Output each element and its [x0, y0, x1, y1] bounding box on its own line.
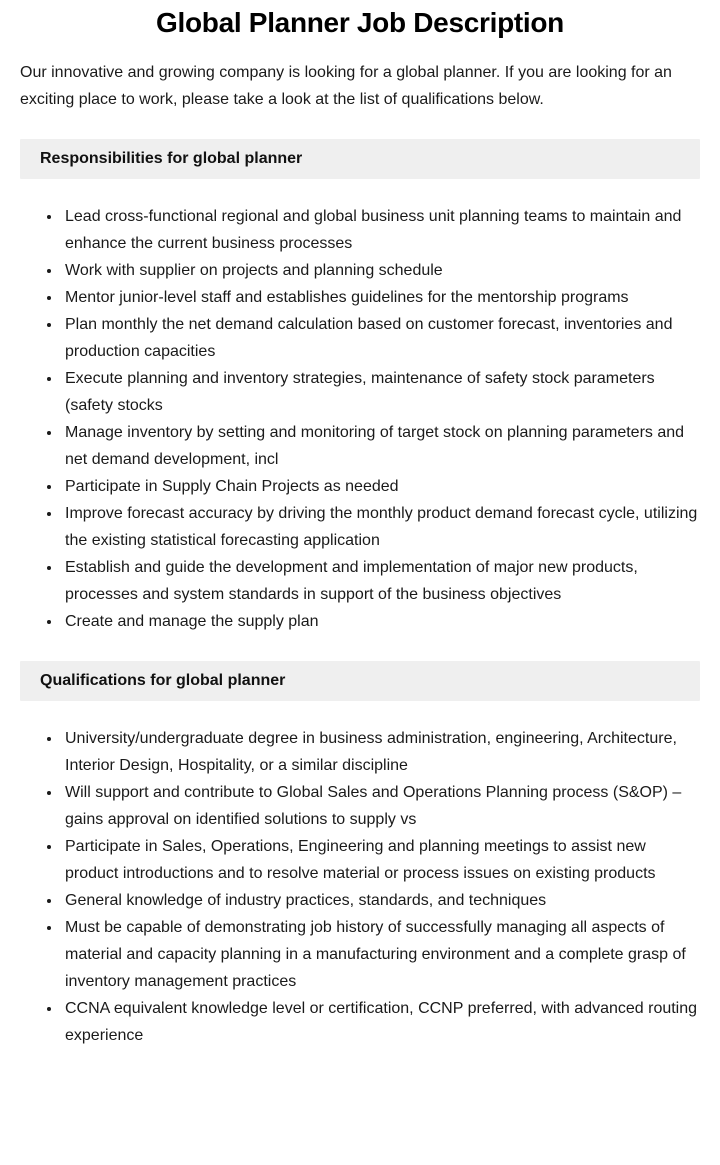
list-item: • Mentor junior-level staff and establishes guidelines for the mentorship programs: [62, 284, 700, 311]
list-item: • Must be capable of demonstrating job history of successfully managing all aspects of material and capacity planning in a manufacturing environment and a complete grasp of inventory management practices: [62, 914, 700, 995]
qualifications-heading: Qualifications for global planner: [40, 672, 286, 689]
responsibilities-heading: Responsibilities for global planner: [40, 150, 303, 167]
list-item: • Plan monthly the net demand calculation based on customer forecast, inventories and production capacities: [62, 311, 700, 365]
page-title: Global Planner Job Description: [156, 7, 564, 38]
list-item: • Improve forecast accuracy by driving the monthly product demand forecast cycle, utilizing the existing statistical forecasting application: [62, 500, 700, 554]
list-item: • Create and manage the supply plan: [62, 608, 700, 635]
qualifications-section-bar: [20, 661, 700, 701]
list-item: • Participate in Supply Chain Projects as needed: [62, 473, 700, 500]
responsibilities-list: [20, 203, 700, 635]
list-item: • Lead cross-functional regional and global business unit planning teams to maintain and enhance the current business processes: [62, 203, 700, 257]
list-item: • CCNA equivalent knowledge level or certification, CCNP preferred, with advanced routing experience: [62, 995, 700, 1049]
list-item: • Participate in Sales, Operations, Engineering and planning meetings to assist new product introductions and to resolve material or process issues on existing products: [62, 833, 700, 887]
qualifications-section: [20, 661, 700, 1049]
list-item: • Execute planning and inventory strategies, maintenance of safety stock parameters (safety stocks: [62, 365, 700, 419]
responsibilities-section: [20, 139, 700, 635]
list-item: • General knowledge of industry practices, standards, and techniques: [62, 887, 700, 914]
list-item: • University/undergraduate degree in business administration, engineering, Architecture, Interior Design, Hospitality, or a similar discipline: [62, 725, 700, 779]
responsibilities-section-bar: [20, 139, 700, 179]
intro-paragraph: Our innovative and growing company is looking for a global planner. If you are looking for an exciting place to work, please take a look at the list of qualifications below.: [20, 64, 672, 108]
list-item: • Manage inventory by setting and monitoring of target stock on planning parameters and net demand development, incl: [62, 419, 700, 473]
list-item: • Work with supplier on projects and planning schedule: [62, 257, 700, 284]
list-item: • Will support and contribute to Global Sales and Operations Planning process (S&OP) – gains approval on identified solutions to supply vs: [62, 779, 700, 833]
list-item: • Establish and guide the development and implementation of major new products, processes and system standards in support of the business objectives: [62, 554, 700, 608]
qualifications-list: [20, 725, 700, 1049]
